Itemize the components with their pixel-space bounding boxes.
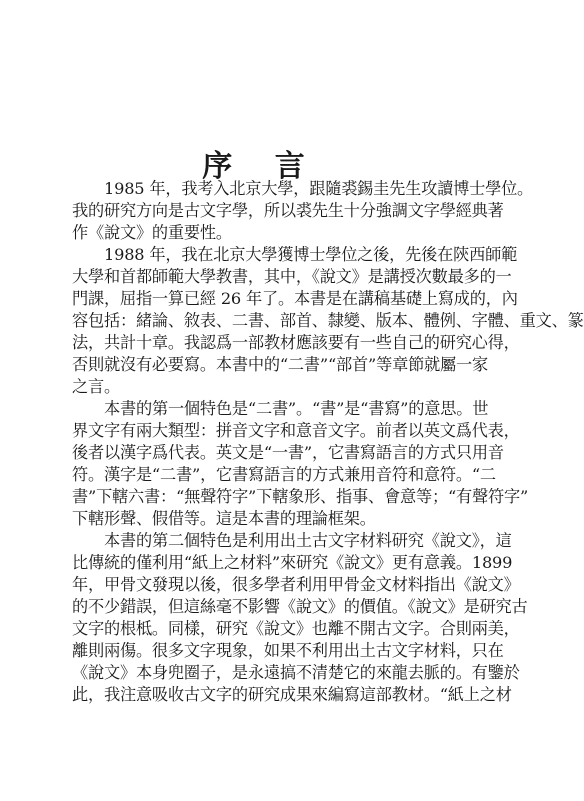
page-title: 序 言 [202,149,321,184]
paragraph-1 [72,178,534,244]
text-line: 文字的根柢。同樣，研究《說文》也離不開古文字。合則兩美， [72,619,520,638]
paragraph-2 [72,244,584,398]
text-line: 法，共計十章。我認爲一部教材應該要有一些自己的研究心得， [72,333,520,352]
text-line: 書”下轄六書：“無聲符字”下轄象形、指事、會意等；“有聲符字” [72,487,529,506]
text-line: 1985 年，我考入北京大學，跟隨裘錫圭先生攻讀博士學位。 [104,179,534,198]
text-line: 大學和首都師範大學教書，其中，《說文》是講授次數最多的一 [72,267,512,286]
preface-body [72,178,584,706]
text-line: 下轄形聲、假借等。這是本書的理論框架。 [72,509,376,528]
text-line: 後者以漢字爲代表。英文是“一書”，它書寫語言的方式只用音 [72,443,504,462]
text-line: 本書的第二個特色是利用出土古文字材料研究《說文》，這 [104,531,512,550]
text-line: 此，我注意吸收古文字的研究成果來編寫這部教材。“紙上之材 [72,685,512,704]
text-line: 《說文》本身兜圈子，是永遠搞不清楚它的來龍去脈的。有鑒於 [72,663,520,682]
paragraph-3 [72,398,529,530]
text-line: 否則就沒有必要寫。本書中的“二書”“部首”等章節就屬一家 [72,355,489,374]
text-line: 門課，屈指一算已經 26 年了。本書是在講稿基礎上寫成的，內 [72,289,518,308]
text-line: 之言。 [72,377,120,396]
text-line: 比傳統的僅利用“紙上之材料”來研究《說文》更有意義。1899 [72,553,513,572]
text-line: 容包括：緒論、敘表、二書、部首、隸變、版本、體例、字體、重文、篆 [72,311,584,330]
text-line: 界文字有兩大類型：拼音文字和意音文字。前者以英文爲代表， [72,421,520,440]
text-line: 符。漢字是“二書”，它書寫語言的方式兼用音符和意符。“二 [72,465,496,484]
text-line: 1988 年，我在北京大學獲博士學位之後，先後在陝西師範 [104,245,518,264]
text-line: 本書的第一個特色是“二書”。“書”是“書寫”的意思。世 [104,399,489,418]
text-line: 離則兩傷。很多文字現象，如果不利用出土古文字材料，只在 [72,641,504,660]
text-line: 年，甲骨文發現以後，很多學者利用甲骨金文材料指出《說文》 [72,575,520,594]
text-line: 我的研究方向是古文字學，所以裘先生十分強調文字學經典著 [72,201,504,220]
text-line: 作《說文》的重要性。 [72,223,232,242]
text-line: 的不少錯誤，但這絲毫不影響《說文》的價值。《說文》是研究古 [72,597,528,616]
paragraph-4 [72,530,528,706]
